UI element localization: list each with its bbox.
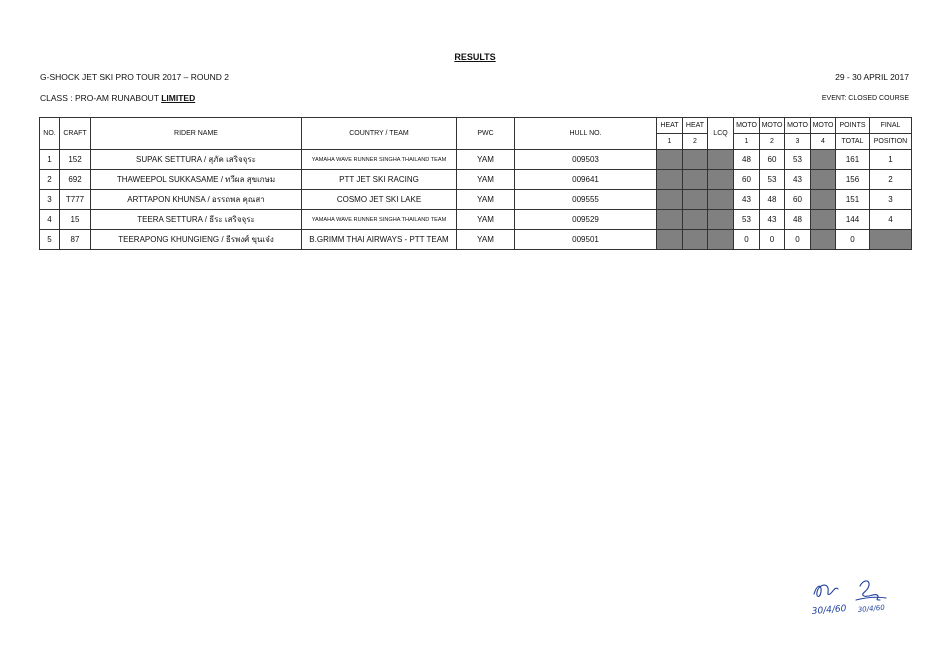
col-moto2: MOTO (760, 118, 785, 134)
col-heat1: HEAT (657, 118, 683, 134)
results-table (39, 117, 912, 250)
cell-moto4 (811, 210, 836, 230)
cell-moto1: 60 (734, 170, 760, 190)
cell-moto1: 48 (734, 150, 760, 170)
cell-final: 4 (870, 210, 912, 230)
table-row (40, 190, 912, 210)
cell-moto3: 53 (785, 150, 811, 170)
signature-scribble-1 (814, 585, 838, 596)
cell-lcq (708, 230, 734, 250)
cell-moto3: 48 (785, 210, 811, 230)
class-limited: LIMITED (161, 93, 196, 103)
cell-moto4 (811, 150, 836, 170)
cell-hull: 009529 (515, 210, 657, 230)
cell-moto1: 53 (734, 210, 760, 230)
cell-heat2 (683, 170, 708, 190)
cell-moto2: 43 (760, 210, 785, 230)
cell-hull: 009501 (515, 230, 657, 250)
cell-rider: TEERA SETTURA / ธีระ เสริจจุระ (91, 210, 302, 230)
cell-moto4 (811, 230, 836, 250)
col-moto3-num: 3 (785, 134, 811, 150)
cell-moto2: 48 (760, 190, 785, 210)
cell-pwc: YAM (457, 150, 515, 170)
cell-craft: T777 (60, 190, 91, 210)
col-points: POINTS (836, 118, 870, 134)
col-pwc: PWC (457, 118, 515, 150)
cell-pwc: YAM (457, 190, 515, 210)
col-final-position: POSITION (870, 134, 912, 150)
cell-team: YAMAHA WAVE RUNNER SINGHA THAILAND TEAM (302, 150, 457, 170)
col-moto4: MOTO (811, 118, 836, 134)
cell-moto4 (811, 190, 836, 210)
cell-pwc: YAM (457, 230, 515, 250)
cell-team: YAMAHA WAVE RUNNER SINGHA THAILAND TEAM (302, 210, 457, 230)
col-hull-no: HULL NO. (515, 118, 657, 150)
cell-team: PTT JET SKI RACING (302, 170, 457, 190)
cell-heat1 (657, 210, 683, 230)
cell-no: 1 (40, 150, 60, 170)
cell-no: 5 (40, 230, 60, 250)
cell-moto3: 60 (785, 190, 811, 210)
cell-pwc: YAM (457, 210, 515, 230)
cell-lcq (708, 150, 734, 170)
col-craft: CRAFT (60, 118, 91, 150)
cell-no: 3 (40, 190, 60, 210)
cell-moto2: 60 (760, 150, 785, 170)
table-row (40, 170, 912, 190)
col-heat2-num: 2 (683, 134, 708, 150)
cell-rider: SUPAK SETTURA / สุภัค เสริจจุระ (91, 150, 302, 170)
cell-heat1 (657, 150, 683, 170)
cell-rider: ARTTAPON KHUNSA / อรรถพล คุณสา (91, 190, 302, 210)
col-final: FINAL (870, 118, 912, 134)
cell-heat1 (657, 190, 683, 210)
signature-scribble-3 (856, 597, 886, 600)
table-row (40, 230, 912, 250)
cell-hull: 009641 (515, 170, 657, 190)
cell-heat1 (657, 170, 683, 190)
cell-heat2 (683, 230, 708, 250)
cell-heat1 (657, 230, 683, 250)
cell-craft: 152 (60, 150, 91, 170)
cell-moto1: 0 (734, 230, 760, 250)
cell-points: 144 (836, 210, 870, 230)
cell-lcq (708, 170, 734, 190)
cell-moto2: 53 (760, 170, 785, 190)
cell-moto3: 43 (785, 170, 811, 190)
col-moto3: MOTO (785, 118, 811, 134)
col-heat2: HEAT (683, 118, 708, 134)
cell-heat2 (683, 190, 708, 210)
cell-heat2 (683, 150, 708, 170)
cell-moto3: 0 (785, 230, 811, 250)
cell-team: B.GRIMM THAI AIRWAYS - PTT TEAM (302, 230, 457, 250)
class-line (40, 93, 195, 103)
cell-lcq (708, 190, 734, 210)
cell-moto4 (811, 170, 836, 190)
col-moto1: MOTO (734, 118, 760, 134)
signatures (808, 574, 898, 620)
cell-final: 1 (870, 150, 912, 170)
cell-rider: TEERAPONG KHUNGIENG / ธีรพงศ์ ขุนเจ๋ง (91, 230, 302, 250)
col-moto4-num: 4 (811, 134, 836, 150)
cell-lcq (708, 210, 734, 230)
cell-pwc: YAM (457, 170, 515, 190)
cell-hull: 009503 (515, 150, 657, 170)
col-moto1-num: 1 (734, 134, 760, 150)
event-course: EVENT: CLOSED COURSE (821, 95, 909, 102)
cell-final: 3 (870, 190, 912, 210)
cell-craft: 15 (60, 210, 91, 230)
col-country-team: COUNTRY / TEAM (302, 118, 457, 150)
table-row (40, 210, 912, 230)
class-prefix: CLASS : PRO-AM RUNABOUT (40, 93, 162, 103)
cell-points: 151 (836, 190, 870, 210)
cell-heat2 (683, 210, 708, 230)
cell-rider: THAWEEPOL SUKKASAME / ทวีผล สุขเกษม (91, 170, 302, 190)
cell-points: 156 (836, 170, 870, 190)
cell-no: 2 (40, 170, 60, 190)
col-rider-name: RIDER NAME (91, 118, 302, 150)
page-title: RESULTS (454, 52, 496, 62)
header-row (40, 118, 912, 134)
cell-moto1: 43 (734, 190, 760, 210)
cell-craft: 692 (60, 170, 91, 190)
cell-hull: 009555 (515, 190, 657, 210)
signature-date-2: 30/4/60 (857, 603, 886, 614)
table-row (40, 150, 912, 170)
col-points-total: TOTAL (836, 134, 870, 150)
cell-craft: 87 (60, 230, 91, 250)
cell-points: 161 (836, 150, 870, 170)
cell-moto2: 0 (760, 230, 785, 250)
event-name: G-SHOCK JET SKI PRO TOUR 2017 – ROUND 2 (40, 72, 229, 82)
cell-final: 2 (870, 170, 912, 190)
col-no: NO. (40, 118, 60, 150)
event-date: 29 - 30 APRIL 2017 (835, 72, 909, 82)
signature-date-1: 30/4/60 (811, 604, 847, 617)
cell-team: COSMO JET SKI LAKE (302, 190, 457, 210)
col-lcq: LCQ (708, 118, 734, 150)
cell-final (870, 230, 912, 250)
col-moto2-num: 2 (760, 134, 785, 150)
col-heat1-num: 1 (657, 134, 683, 150)
cell-points: 0 (836, 230, 870, 250)
cell-no: 4 (40, 210, 60, 230)
